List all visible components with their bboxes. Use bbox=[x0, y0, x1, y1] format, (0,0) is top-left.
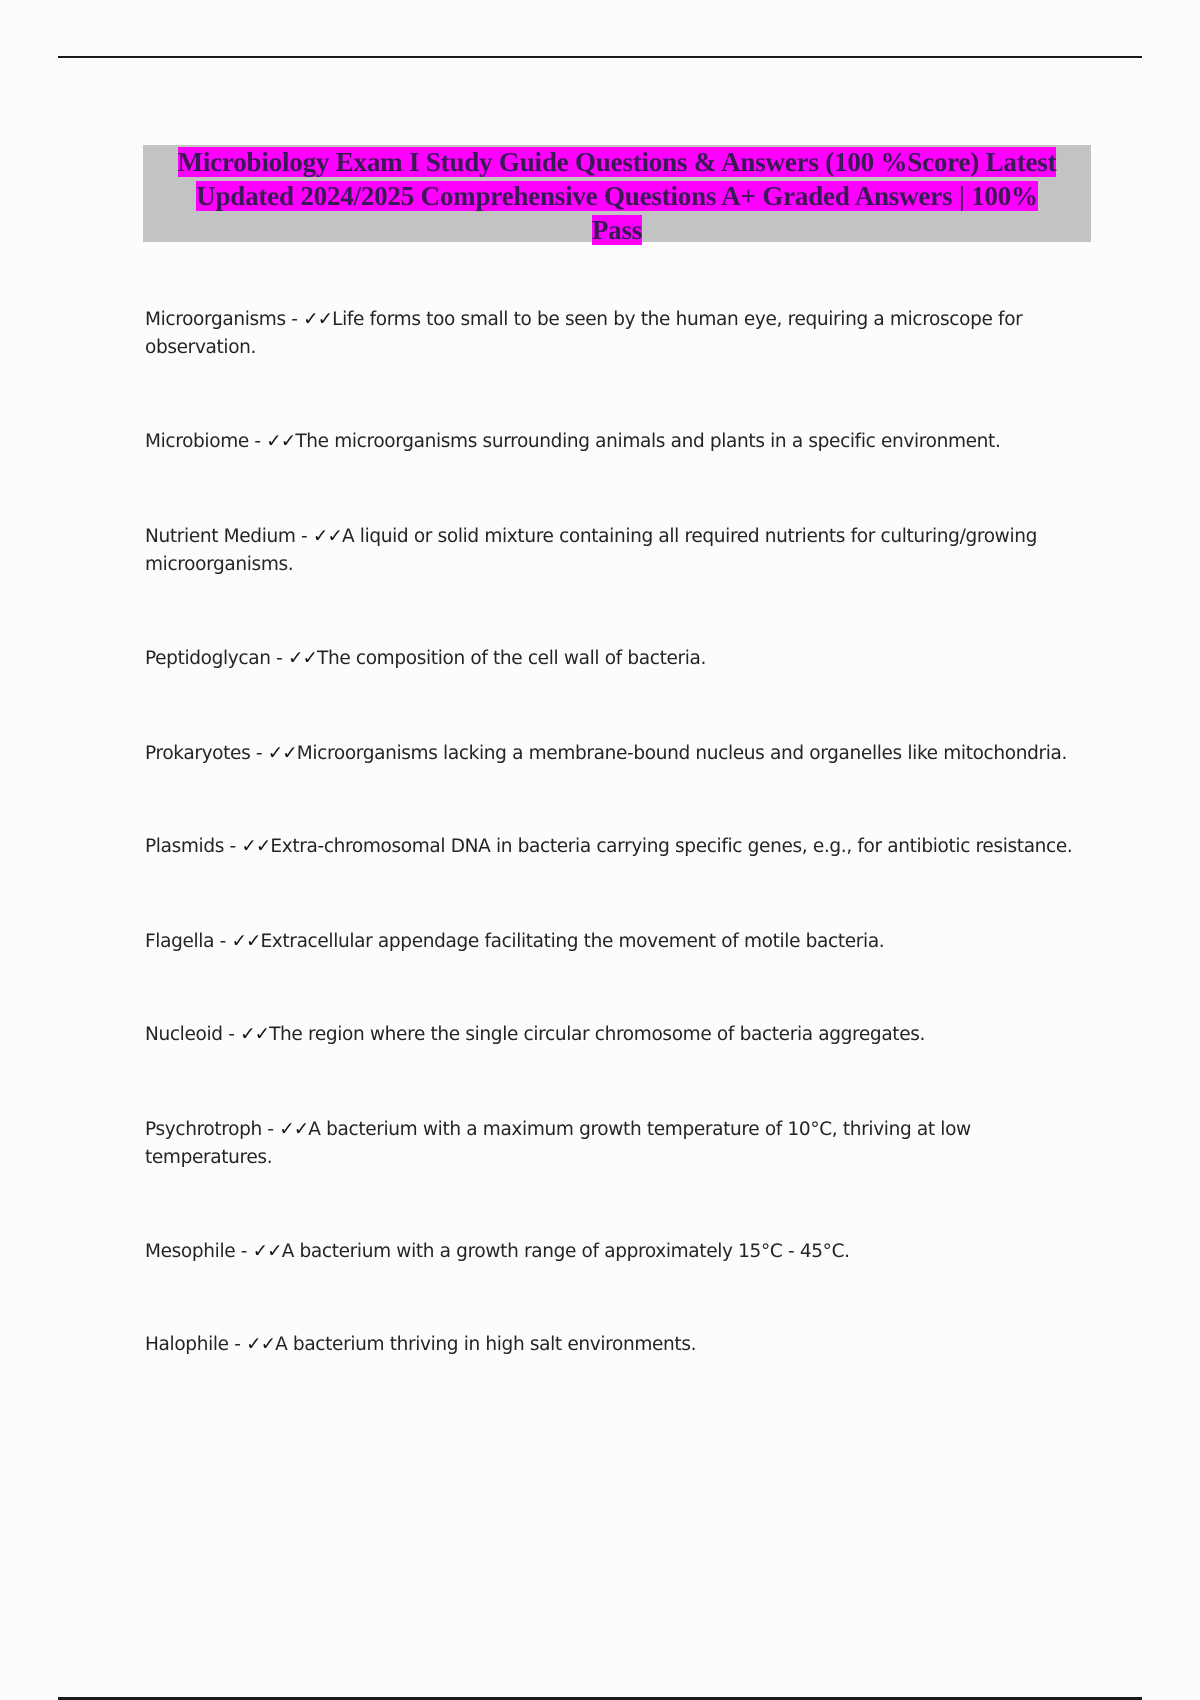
list-item: Microorganisms - ✓✓Life forms too small to be seen by the human eye, requiring a microscope for observation. bbox=[145, 309, 1023, 358]
definition: Life forms too small to be seen by the human eye, requiring a microscope for observation. bbox=[145, 309, 1023, 358]
double-check-icon: ✓✓ bbox=[287, 648, 317, 669]
term: Nutrient Medium bbox=[145, 526, 296, 547]
double-check-icon: ✓✓ bbox=[312, 526, 342, 547]
top-rule bbox=[58, 56, 1142, 58]
list-item: Nutrient Medium - ✓✓A liquid or solid mixture containing all required nutrients for culturing/growing microorganisms. bbox=[145, 526, 1038, 575]
definition: The microorganisms surrounding animals and plants in a specific environment. bbox=[295, 431, 1001, 452]
definition: A liquid or solid mixture containing all required nutrients for culturing/growing microorganisms. bbox=[145, 526, 1038, 575]
title-line-2: Updated 2024/2025 Comprehensive Questions A+ Graded Answers | 100% bbox=[196, 181, 1038, 211]
definition: A bacterium with a growth range of approximately 15°C - 45°C. bbox=[281, 1241, 850, 1262]
double-check-icon: ✓✓ bbox=[240, 1024, 270, 1045]
definition: Extra-chromosomal DNA in bacteria carrying specific genes, e.g., for antibiotic resistance. bbox=[270, 836, 1073, 857]
double-check-icon: ✓✓ bbox=[267, 743, 297, 764]
definition: A bacterium thriving in high salt environments. bbox=[275, 1334, 697, 1355]
definition: A bacterium with a maximum growth temperature of 10°C, thriving at low temperatures. bbox=[145, 1119, 971, 1168]
double-check-icon: ✓✓ bbox=[252, 1241, 282, 1262]
list-item: Plasmids - ✓✓Extra-chromosomal DNA in bacteria carrying specific genes, e.g., for antibiotic resistance. bbox=[145, 836, 1073, 857]
double-check-icon: ✓✓ bbox=[231, 931, 261, 952]
double-check-icon: ✓✓ bbox=[241, 836, 271, 857]
list-item: Mesophile - ✓✓A bacterium with a growth range of approximately 15°C - 45°C. bbox=[145, 1241, 850, 1262]
term: Peptidoglycan bbox=[145, 648, 271, 669]
list-item: Psychrotroph - ✓✓A bacterium with a maximum growth temperature of 10°C, thriving at low temperatures. bbox=[145, 1119, 971, 1168]
definition: The region where the single circular chromosome of bacteria aggregates. bbox=[269, 1024, 926, 1045]
double-check-icon: ✓✓ bbox=[266, 431, 296, 452]
list-item: Nucleoid - ✓✓The region where the single circular chromosome of bacteria aggregates. bbox=[145, 1024, 926, 1045]
list-item: Halophile - ✓✓A bacterium thriving in high salt environments. bbox=[145, 1334, 697, 1355]
list-item: Prokaryotes - ✓✓Microorganisms lacking a membrane-bound nucleus and organelles like mitochondria. bbox=[145, 743, 1068, 764]
definition: Extracellular appendage facilitating the movement of motile bacteria. bbox=[260, 931, 885, 952]
term: Halophile bbox=[145, 1334, 229, 1355]
title-line-3: Pass bbox=[591, 215, 643, 245]
term: Prokaryotes bbox=[145, 743, 251, 764]
term: Mesophile bbox=[145, 1241, 236, 1262]
term: Psychrotroph bbox=[145, 1119, 262, 1140]
list-item: Flagella - ✓✓Extracellular appendage facilitating the movement of motile bacteria. bbox=[145, 931, 885, 952]
term: Microorganisms bbox=[145, 309, 286, 330]
document-title bbox=[143, 145, 1091, 247]
list-item: Microbiome - ✓✓The microorganisms surrounding animals and plants in a specific environment. bbox=[145, 431, 1001, 452]
term: Plasmids bbox=[145, 836, 225, 857]
term: Microbiome bbox=[145, 431, 249, 452]
term: Flagella bbox=[145, 931, 215, 952]
term: Nucleoid bbox=[145, 1024, 223, 1045]
double-check-icon: ✓✓ bbox=[303, 309, 333, 330]
title-banner bbox=[143, 145, 1091, 245]
list-item: Peptidoglycan - ✓✓The composition of the cell wall of bacteria. bbox=[145, 648, 707, 669]
definition: The composition of the cell wall of bacteria. bbox=[317, 648, 707, 669]
definition: Microorganisms lacking a membrane-bound nucleus and organelles like mitochondria. bbox=[296, 743, 1068, 764]
title-line-1: Microbiology Exam I Study Guide Questions & Answers (100 %Score) Latest bbox=[177, 147, 1057, 177]
double-check-icon: ✓✓ bbox=[246, 1334, 276, 1355]
double-check-icon: ✓✓ bbox=[279, 1119, 309, 1140]
